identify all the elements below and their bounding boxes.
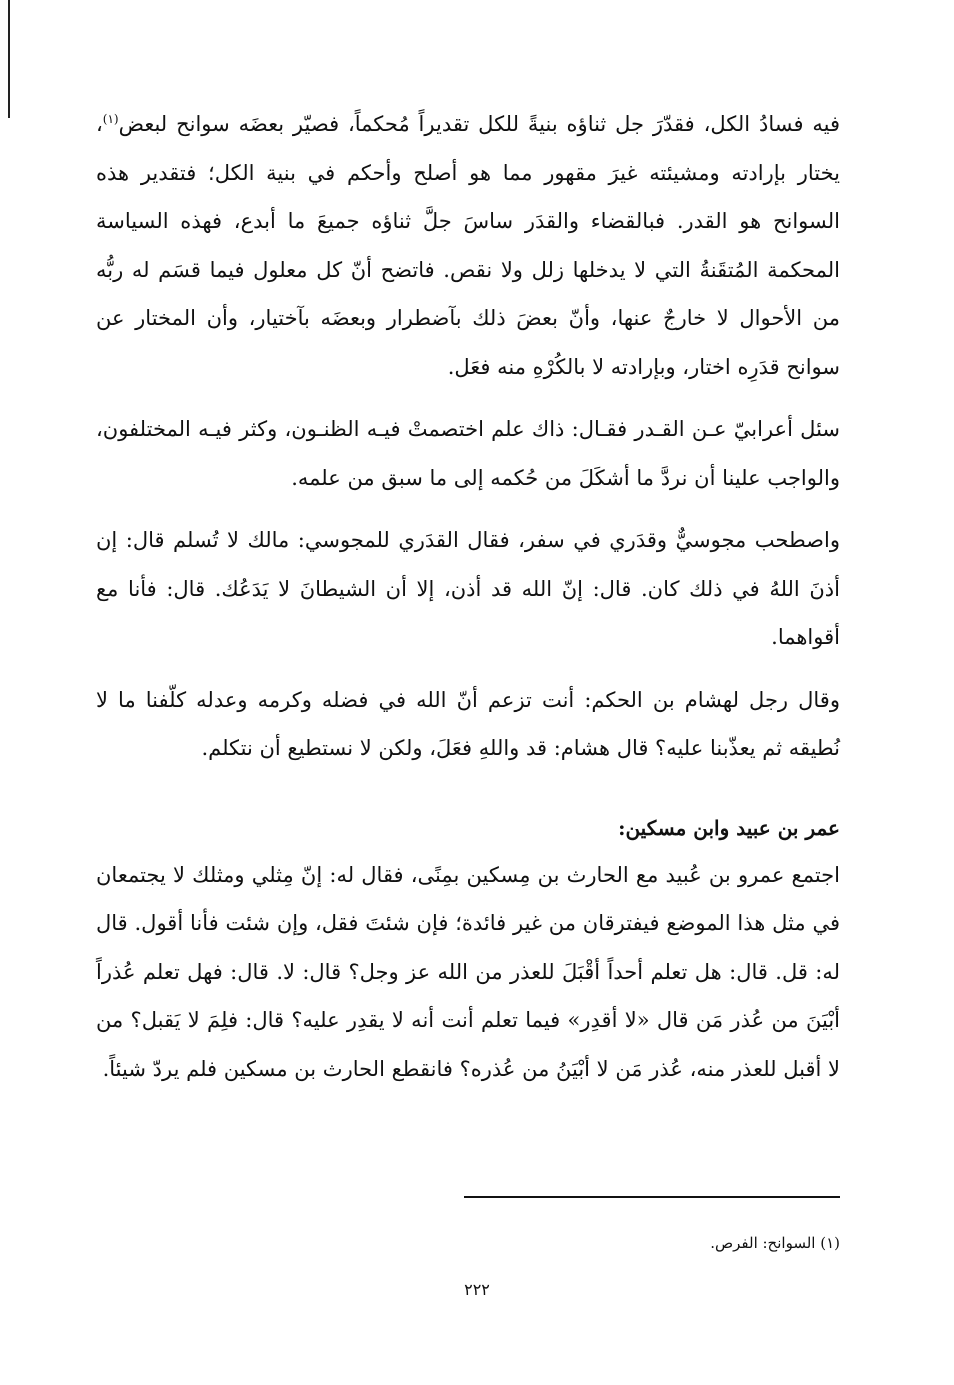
footnote: (١) السوانح: الفرص. xyxy=(710,1234,840,1252)
page-number: ٢٢٢ xyxy=(464,1280,490,1299)
paragraph-2: سئل أعرابيّ عـن القـدر فقـال: ذاك علم اختصمتْ فيـه الظنـون، وكثر فيـه المختلفون، والواجب علينا أن نردَّ ما أشكَلَ من حُكمه إلى ما سبق من علمه. xyxy=(96,417,840,490)
paragraph-1-text-a: فيه فسادُ الكل، فقدّرَ جل ثناؤه بنيةً للكل تقديراً مُحكماً، فصيّر بعضَه سوانح لبعض xyxy=(118,112,840,136)
paragraph-1-text-b: ، يختار بإرادته ومشيئته غيرَ مقهور مما هو أصلح وأحكم في بنية الكل؛ فتقدير هذه السوانح هو القدر. فبالقضاء والقدَر ساسَ جلَّ ثناؤه جميعَ ما أبدع، فهذه السياسة المحكمة المُتقَنةُ التي لا يدخلها زلل ولا نقص. فاتضح أنّ كل معلول فيما قسَم له ربُّه من الأحوال لا خارجٌ عنها، وأنّ بعضَ ذلك بآضطرار وبعضَه بآختيار، وأن المختار عن سوانح قدَرِه اختار، وبإرادته لا بالكُرْهِ منه فعَل. xyxy=(96,112,840,379)
page-body xyxy=(96,100,840,1093)
paragraph-3: واصطحب مجوسيٌّ وقدَري في سفر، فقال القدَري للمجوسي: مالك لا تُسلم قال: إن أذنَ اللهُ في ذلك كان. قال: إنّ الله قد أذن، إلا أن الشيطانَ لا يَدَعُك. قال: فأنا مع أقواهما. xyxy=(96,528,840,649)
footnote-reference: (١) xyxy=(102,112,119,126)
paragraph-1 xyxy=(96,100,840,391)
binding-edge xyxy=(8,0,10,118)
paragraph-4: وقال رجل لهشام بن الحكم: أنت تزعم أنّ الله في فضله وكرمه وعدله كلّفنا ما لا نُطيقه ثم يعذّبنا عليه؟ قال هشام: قد واللهِ فعَلَ، ولكن لا نستطيع أن نتكلم. xyxy=(96,687,840,760)
footnote-separator xyxy=(464,1196,840,1198)
paragraph-5: اجتمع عمرو بن عُبيد مع الحارث بن مِسكين بمِنًى، فقال له: إنّ مِثلي ومثلك لا يجتمعان في مثل هذا الموضع فيفترقان من غير فائدة؛ فإن شئتَ فقل، وإن شئت فأنا أقول. قال له: قل. قال: هل تعلم أحداً أقْبَلَ للعذر من الله عز وجل؟ قال: لا. قال: فهل تعلم عُذراً أبْيَنَ من عُذر مَن قال «لا أقدِر» فيما تعلم أنت أنه لا يقدِر عليه؟ قال: فلِمَ لا يَقبل؟ من لا أقبل للعذر منه، عُذر مَن لا أبْيَنُ من عُذره؟ فانقطع الحارث بن مسكين فلم يردّ شيئاً. xyxy=(96,862,840,1081)
section-heading: عمر بن عبيد وابن مسكين: xyxy=(618,815,840,840)
